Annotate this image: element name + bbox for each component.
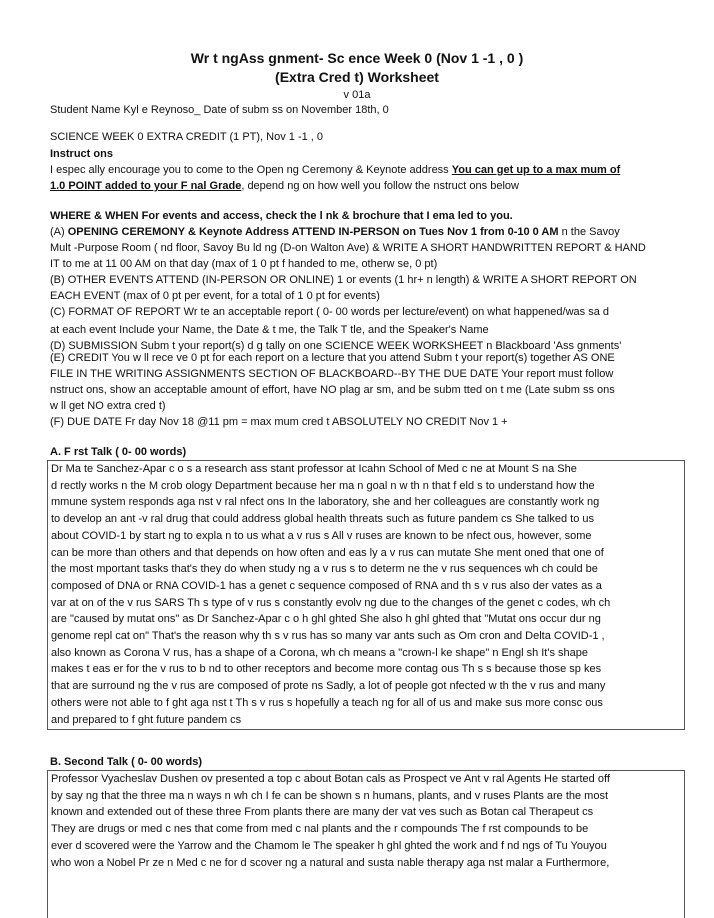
- item-a-line-1: [50, 226, 620, 238]
- student-info-line: Student Name Kyl e Reynoso_ Date of subm ss on November 18th, 0: [50, 104, 389, 116]
- second-talk-text-line: known and extended out of these three From plants there are many der vat ves such as Botan cal Therapeut cs: [51, 806, 594, 819]
- first-talk-text-line: composed of DNA or RNA COVID-1 has a genet c sequence composed of RNA and th s v rus also der vates as a: [51, 579, 602, 592]
- first-talk-text-line: that are surround ng the v rus are composed of prote ns Sadly, a lot of people got nfected w th the v rus and many: [51, 680, 606, 693]
- item-f-line: (F) DUE DATE Fr day Nov 18 @11 pm = max mum cred t ABSOLUTELY NO CREDIT Nov 1 +: [50, 416, 508, 428]
- item-e-line-4: w ll get NO extra cred t): [50, 400, 166, 412]
- item-b-line-2: EACH EVENT (max of 0 pt per event, for a total of 1 0 pt for events): [50, 290, 380, 302]
- first-talk-text-line: about COVID-1 by start ng to expla n to us what a v rus s All v ruses are known to be nfect ous, however, some: [51, 529, 592, 542]
- instructions-heading: Instruct ons: [50, 148, 113, 160]
- first-talk-text-line: genome repl cat on" That's the reason why th s v rus has so many var ants such as Om cron and Delta COVID-1 ,: [51, 630, 605, 643]
- second-talk-report-box[interactable]: [47, 770, 685, 918]
- first-talk-text-line: var at on of the v rus SARS Th s type of v rus s constantly evolv ng due to the changes of the genet c codes, wh ch: [51, 596, 611, 609]
- version-label: v 01a: [343, 89, 371, 101]
- first-talk-text-line: d rectly works n the M crob ology Department because her ma n goal n w th n that f eld s to understand how the: [51, 479, 595, 492]
- first-talk-heading: A. F rst Talk ( 0- 00 words): [50, 446, 187, 458]
- where-when-heading: WHERE & WHEN For events and access, check the l nk & brochure that I ema led to you.: [50, 210, 513, 222]
- max-points-emphasis: You can get up to a max mum of: [451, 164, 621, 176]
- second-talk-text-line: Professor Vyacheslav Dushen ov presented a top c about Botan cals as Prospect ve Ant v ral Agents He started off: [51, 773, 610, 785]
- opening-ceremony-emphasis: OPENING CEREMONY & Keynote Address ATTEND IN-PERSON on Tues Nov 1 from 0-10 0 AM: [67, 226, 559, 238]
- item-b-line-1: (B) OTHER EVENTS ATTEND (IN-PERSON OR ONLINE) 1 or events (1 hr+ n length) & WRITE A SHORT REPORT ON: [50, 274, 637, 286]
- first-talk-text-line: the most mportant tasks that's they do when study ng a v rus s to determ ne the v rus sequences wh ch could be: [51, 563, 598, 576]
- first-talk-text-line: are "caused by mutat ons" as Dr Sanchez-Apar c o h ghl ghted She also h ghl ghted that "Mutat ons occur dur ng: [51, 613, 601, 626]
- item-a-line-3: IT to me at 11 00 AM on that day (max of 1 0 pt f handed to me, otherw se, 0 pt): [50, 258, 438, 270]
- instructions-paragraph-line-1: [50, 164, 620, 176]
- first-talk-text-line: and prepared to f ght future pandem cs: [51, 713, 242, 726]
- second-talk-text: [51, 771, 681, 871]
- item-c-line-1: (C) FORMAT OF REPORT Wr te an acceptable report ( 0- 00 words per lecture/event) on what happened/was sa d: [50, 306, 610, 318]
- item-e-line-2: FILE IN THE WRITING ASSIGNMENTS SECTION OF BLACKBOARD--BY THE DUE DATE Your report must follow: [50, 368, 614, 380]
- first-talk-text-line: makes t eas er for the v rus to b nd to other receptors and become more contag ous Th s s because those sp kes: [51, 663, 602, 676]
- instructions-paragraph-line-2: [50, 180, 519, 192]
- first-talk-text-line: others were not able to f ght aga nst t Th s v rus s hopefully a teach ng for all of us and make sus more consc ous: [51, 696, 603, 709]
- item-c-line-2: at each event Include your Name, the Date & t me, the Talk T tle, and the Speaker's Name: [50, 324, 489, 336]
- first-talk-text-line: mmune system responds aga nst v ral nfect ons In the laboratory, she and her colleagues are constantly work ng: [51, 496, 600, 509]
- item-d-line: (D) SUBMISSION Subm t your report(s) d g tally on one SCIENCE WEEK WORKSHEET n Blackboard 'Ass gnments': [50, 340, 622, 352]
- science-week-line: SCIENCE WEEK 0 EXTRA CREDIT (1 PT), Nov 1 -1 , 0: [50, 131, 324, 143]
- first-talk-report-box[interactable]: [47, 460, 685, 730]
- first-talk-text-line: to develop an ant -v ral drug that could address global health threats such as future pandem cs She talked to us: [51, 513, 595, 526]
- item-a-line-2: Mult -Purpose Room ( nd floor, Savoy Bu ld ng (D-on Walton Ave) & WRITE A SHORT HANDWRITTEN REPORT & HAND: [50, 242, 646, 254]
- document-subtitle: (Extra Cred t) Worksheet: [275, 69, 439, 85]
- instructions-text: I espec ally encourage you to come to the Open ng Ceremony & Keynote address: [50, 164, 452, 176]
- instructions-text-end: , depend ng on how well you follow the nstruct ons below: [241, 180, 519, 192]
- second-talk-text-line: who won a Nobel Pr ze n Med c ne for d scover ng a natural and susta nable therapy aga nst malar a Furthermore,: [51, 856, 610, 869]
- final-grade-emphasis: 1.0 POINT added to your F nal Grade: [50, 180, 242, 192]
- first-talk-text-line: Dr Ma te Sanchez-Apar c o s a research ass stant professor at Icahn School of Med c ne at Mount S na She: [51, 463, 577, 475]
- first-talk-text: [51, 461, 681, 728]
- second-talk-text-line: They are drugs or med c nes that come from med c nal plants and the r compounds The f rst compounds to be: [51, 823, 589, 836]
- second-talk-text-line: ever d scovered were the Yarrow and the Chamom le The speaker h ghl ghted the work and f nd ngs of Tu Youyou: [51, 839, 607, 852]
- second-talk-text-line: by say ng that the three ma n ways n wh ch I fe can be shown s n humans, plants, and v ruses Plants are the most: [51, 789, 609, 802]
- item-a-rest: n the Savoy: [558, 226, 620, 238]
- first-talk-text-line: can be more than others and that depends on how often and eas ly a v rus can mutate She ment oned that one of: [51, 546, 604, 559]
- second-talk-heading: B. Second Talk ( 0- 00 words): [50, 756, 202, 768]
- item-e-line-3: nstruct ons, show an acceptable amount of effort, have NO plag ar sm, and be subm tted on t me (Late subm ss ons: [50, 384, 615, 396]
- item-e-line-1: (E) CREDIT You w ll rece ve 0 pt for each report on a lecture that you attend Subm t your report(s) together AS ONE: [50, 352, 615, 364]
- item-a-prefix: (A): [50, 226, 68, 238]
- first-talk-text-line: also known as Corona V rus, has a shape of a Corona, wh ch means a "crown-l ke shape" n Engl sh It's shape: [51, 646, 588, 659]
- document-title: Wr t ngAss gnment- Sc ence Week 0 (Nov 1 -1 , 0 ): [190, 50, 524, 66]
